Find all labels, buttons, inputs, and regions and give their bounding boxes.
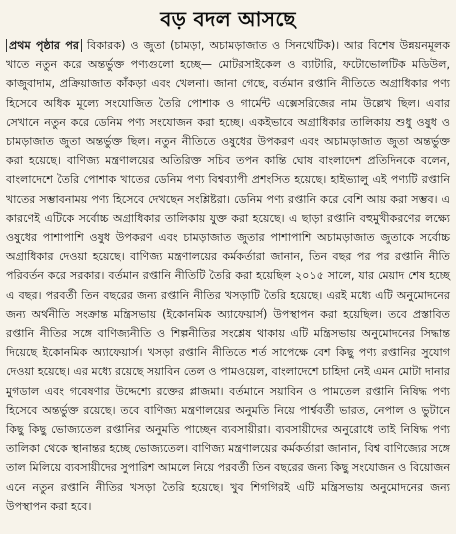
continuation-label: প্রথম পৃষ্ঠার পর — [6, 39, 82, 52]
article-body-paragraph — [6, 36, 450, 516]
article-body-text: বিকারক) ও জুতা (চামড়া, অচামড়াজাত ও সিনথেটিক)। আর বিশেষ উন্নয়নমূলক খাতে নতুন করে অন্তর্ভুক্ত পণ্যগুলো হচ্ছে— মোটরসাইকেল ও ব্যাটারি, ফটোভোলটিক মডিউল, কাজুবাদাম, প্রক্রিয়াজাত কাঁকড়া এবং খেলনা। জানা গেছে, বর্তমান রপ্তানি নীতিতে অগ্রাধিকার পণ্য হিসেবে অধিক মূল্যে সংযোজিত তৈরি পোশাক ও গার্মেন্ট এক্সেসরিজের নাম উল্লেখ ছিল। এবার সেখানে নতুন করে ডেনিম পণ্য সংযোজন করা হচ্ছে। একইভাবে অগ্রাধিকার তালিকায় শুধু ওষুধ ও চামড়াজাত জুতা অন্তর্ভুক্ত ছিল। নতুন নীতিতে ওষুধের উপকরণ এবং অচামড়াজাত জুতা অন্তর্ভুক্ত করা হয়েছে। বাণিজ্য মন্ত্রণালয়ের অতিরিক্ত সচিব তপন কান্তি ঘোষ বাংলাদেশ প্রতিদিনকে বলেন, বাংলাদেশে তৈরি পোশাক খাতের ডেনিম পণ্য বিশ্বব্যাপী প্রশংসিত হয়েছে। হাইভ্যালু এই পণ্যটি রপ্তানি খাতের সম্ভাবনাময় পণ্য হিসেবে দেখছেন সংশ্লিষ্টরা। ডেনিম পণ্য রপ্তানি করে বেশি আয় করা সম্ভব। এ কারণেই এটিকে সর্বোচ্চ অগ্রাধিকার তালিকায় যুক্ত করা হয়েছে। এ ছাড়া রপ্তানি বহুমুখীকরণের লক্ষ্যে ওষুধের পাশাপাশি ওষুধ উপকরণ এবং চামড়াজাত জুতার পাশাপাশি অচামড়াজাত জুতাকে সর্বোচ্চ অগ্রাধিকার দেওয়া হয়েছে। বাণিজ্য মন্ত্রণালয়ের কর্মকর্তারা জানান, তিন বছর পর পর রপ্তানি নীতি পরিবর্তন করে সরকার। বর্তমান রপ্তানি নীতিটি তৈরি করা হয়েছিল ২০১৫ সালে, যার মেয়াদ শেষ হচ্ছে এ বছর। পরবর্তী তিন বছরের জন্য রপ্তানি নীতির খসড়াটি তৈরি হয়েছে। এরই মধ্যে এটি অনুমোদনের জন্য অর্থনীতি সংক্রান্ত মন্ত্রিসভায় (ইকোনমিক অ্যাফেয়ার্স) উপস্থাপন করা হয়েছিল। তবে প্রস্তাবিত রপ্তানি নীতির সঙ্গে বাণিজ্যনীতি ও শিল্পনীতির সংশ্লেষ থাকায় এটি মন্ত্রিসভায় অনুমোদনের সিদ্ধান্ত দিয়েছে ইকোনমিক অ্যাফেয়ার্স। খসড়া রপ্তানি নীতিতে শর্ত সাপেক্ষে বেশ কিছু পণ্য রপ্তানির সুযোগ দেওয়া হয়েছে। এর মধ্যে রয়েছে সয়াবিন তেল ও পামওয়েল, বাংলাদেশে চাহিদা নেই এমন মোটা দানার মুগডাল এবং গবেষণার উদ্দেশ্যে রক্তের প্লাজমা। বর্তমানে সয়াবিন ও পামতেল রপ্তানি নিষিদ্ধ পণ্য হিসেবে অন্তর্ভুক্ত রয়েছে। তবে বাণিজ্য মন্ত্রণালয়ের অনুমতি নিয়ে পার্শ্ববর্তী ভারত, নেপাল ও ভুটানে কিছু কিছু ভোজ্যতেল রপ্তানির অনুমতি পাচ্ছেন ব্যবসায়ীরা। ব্যবসায়ীদের অনুরোধে তাই নিষিদ্ধ পণ্য তালিকা থেকে স্থানান্তর হচ্ছে ভোজ্যতেল। বাণিজ্য মন্ত্রণালয়ের কর্মকর্তারা জানান, বিশ্ব বাণিজ্যের সঙ্গে তাল মিলিয়ে ব্যবসায়ীদের সুপারিশ আমলে নিয়ে পরবর্তী তিন বছরের জন্য কিছু সংযোজন ও বিয়োজন এনে নতুন রপ্তানি নীতির খসড়া তৈরি হয়েছে। খুব শিগগিরই এটি মন্ত্রিসভায় অনুমোদনের জন্য উপস্থাপন করা হবে। — [6, 39, 451, 513]
article-headline: বড় বদল আসছে — [160, 7, 296, 31]
